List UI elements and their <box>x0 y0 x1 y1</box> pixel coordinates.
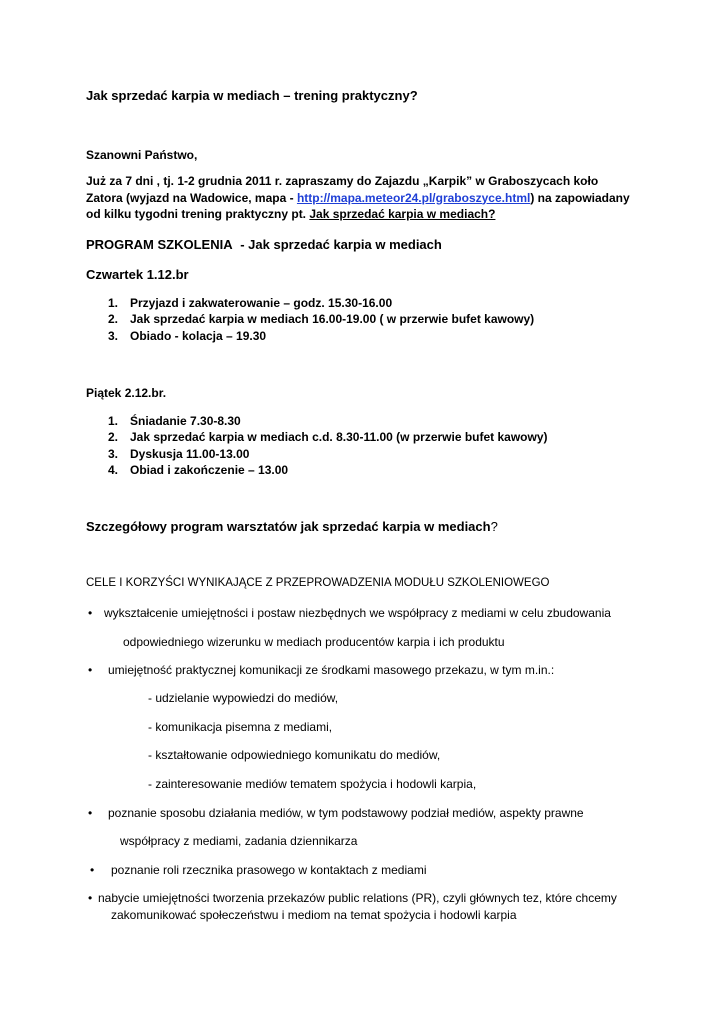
day1-label: Czwartek 1.12.br <box>86 267 189 282</box>
list-item <box>108 429 548 445</box>
program-heading-main: PROGRAM SZKOLENIA <box>86 237 233 252</box>
sub-item: - komunikacja pisemna z mediami, <box>148 720 333 734</box>
intro-text-1: Już za 7 dni , tj. 1-2 grudnia 2011 r. zapraszamy do Zajazdu „Karpik” w Graboszycach koło Zatora (wyjazd na Wadowice, mapa - <box>86 174 599 205</box>
program-heading-sub: - Jak sprzedać karpia w mediach <box>236 237 442 252</box>
bullet-icon: • <box>90 863 95 877</box>
goals-heading: CELE I KORZYŚCI WYNIKAJĄCE Z PRZEPROWADZENIA MODUŁU SZKOLENIOWEGO <box>86 577 550 589</box>
bullet-continuation: współpracy z mediami, zadania dziennikarza <box>120 834 358 848</box>
bullet-text: wykształcenie umiejętności i postaw niezbędnych we współpracy z mediami w celu zbudowania <box>104 606 611 620</box>
greeting: Szanowni Państwo, <box>86 148 198 162</box>
intro-paragraph <box>86 173 631 223</box>
item-number: 1. <box>108 296 119 310</box>
list-item <box>108 328 534 344</box>
list-item <box>108 413 548 429</box>
item-text: Obiad i zakończenie – 13.00 <box>130 462 289 477</box>
intro-underlined-title: Jak sprzedać karpia w mediach? <box>309 207 496 221</box>
map-link[interactable]: http://mapa.meteor24.pl/graboszyce.html <box>296 190 531 205</box>
list-item <box>108 446 548 462</box>
item-number: 4. <box>108 462 119 477</box>
detail-heading <box>86 518 498 536</box>
sub-item: - kształtowanie odpowiedniego komunikatu do mediów, <box>148 748 441 762</box>
bullet-icon: • <box>88 806 93 820</box>
bullet-text: nabycie umiejętności tworzenia przekazów public relations (PR), czyli głównych tez, które chcemy <box>98 891 617 905</box>
detail-heading-question-mark: ? <box>490 519 498 534</box>
item-number: 1. <box>108 414 119 428</box>
item-number: 2. <box>108 312 119 327</box>
bullet-icon: • <box>88 891 93 905</box>
item-text: Jak sprzedać karpia w mediach 16.00-19.00 ( w przerwie bufet kawowy) <box>130 312 535 327</box>
sub-item: - udzielanie wypowiedzi do mediów, <box>148 691 339 705</box>
list-item <box>108 295 534 311</box>
day2-label: Piątek 2.12.br. <box>86 386 167 400</box>
list-item <box>108 311 534 327</box>
item-number: 3. <box>108 446 119 461</box>
item-text: Jak sprzedać karpia w mediach c.d. 8.30-11.00 (w przerwie bufet kawowy) <box>130 430 548 445</box>
bullet-text: umiejętność praktycznej komunikacji ze środkami masowego przekazu, w tym m.in.: <box>108 663 555 677</box>
sub-item: - zainteresowanie mediów tematem spożycia i hodowli karpia, <box>148 777 477 791</box>
list-item <box>108 462 548 478</box>
day1-agenda <box>108 295 534 344</box>
item-text: Dyskusja 11.00-13.00 <box>130 446 250 461</box>
bullet-text: poznanie roli rzecznika prasowego w kontaktach z mediami <box>111 863 427 877</box>
bullet-text: poznanie sposobu działania mediów, w tym podstawowy podział mediów, aspekty prawne <box>108 806 584 820</box>
bullet-icon: • <box>88 663 93 677</box>
item-text: Śniadanie 7.30-8.30 <box>130 414 241 428</box>
day2-agenda <box>108 413 548 478</box>
detail-heading-text: Szczegółowy program warsztatów jak sprzedać karpia w mediach <box>86 519 491 534</box>
bullet-icon: • <box>88 606 93 620</box>
item-number: 2. <box>108 430 119 445</box>
item-number: 3. <box>108 328 119 343</box>
document-title: Jak sprzedać karpia w mediach – trening praktyczny? <box>86 88 418 103</box>
intro-text-2: ) na zapowiadany od kilku tygodni trening praktyczny pt. <box>86 190 630 221</box>
item-text: Przyjazd i zakwaterowanie – godz. 15.30-16.00 <box>130 296 393 310</box>
program-heading <box>86 236 442 254</box>
item-text: Obiado - kolacja – 19.30 <box>130 328 267 343</box>
bullet-continuation: odpowiedniego wizerunku w mediach producentów karpia i ich produktu <box>123 635 505 649</box>
bullet-continuation: zakomunikować społeczeństwu i mediom na temat spożycia i hodowli karpia <box>111 908 517 922</box>
